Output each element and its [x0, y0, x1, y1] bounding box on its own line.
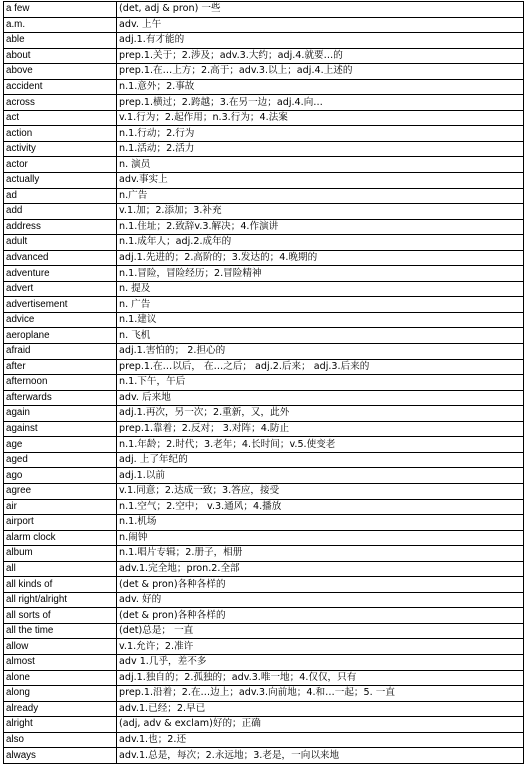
- table-row: [4, 2, 524, 18]
- word-cell: after: [4, 359, 117, 375]
- table-row: [4, 126, 524, 142]
- table-row: [4, 623, 524, 639]
- word-cell: ad: [4, 188, 117, 204]
- definition-cell: n.1.唱片专辑；2.册子，相册: [117, 546, 524, 562]
- table-row: [4, 452, 524, 468]
- definition-cell: adv.1.也；2.还: [117, 732, 524, 748]
- definition-cell: v.1.加；2.添加；3.补充: [117, 204, 524, 220]
- definition-cell: (det & pron)各种各样的: [117, 577, 524, 593]
- table-row: [4, 48, 524, 64]
- definition-cell: prep.1.沿着；2.在…边上；adv.3.向前地；4.和…一起；5. 一直: [117, 686, 524, 702]
- table-row: [4, 483, 524, 499]
- definition-cell: n.广告: [117, 188, 524, 204]
- definition-cell: adj.1.独自的；2.孤独的；adv.3.唯一地；4.仅仅，只有: [117, 670, 524, 686]
- definition-cell: n.1.空气；2.空中； v.3.通风；4.播放: [117, 499, 524, 515]
- definition-cell: adv. 好的: [117, 592, 524, 608]
- table-row: [4, 359, 524, 375]
- definition-cell: prep.1.横过；2.跨越；3.在另一边；adj.4.向…: [117, 95, 524, 111]
- word-cell: allow: [4, 639, 117, 655]
- table-row: [4, 421, 524, 437]
- vocabulary-table-body: [4, 2, 524, 764]
- definition-cell: (det)总是； 一直: [117, 623, 524, 639]
- word-cell: above: [4, 64, 117, 80]
- table-row: [4, 561, 524, 577]
- word-cell: adult: [4, 235, 117, 251]
- table-row: [4, 654, 524, 670]
- definition-cell: (adj, adv & exclam)好的；正确: [117, 717, 524, 733]
- table-row: [4, 592, 524, 608]
- table-row: [4, 281, 524, 297]
- word-cell: all: [4, 561, 117, 577]
- word-cell: already: [4, 701, 117, 717]
- definition-cell: n.1.住址；2.致辞v.3.解决；4.作演讲: [117, 219, 524, 235]
- table-row: [4, 639, 524, 655]
- definition-cell: prep.1.关于；2.涉及；adv.3.大约；adj.4.就要…的: [117, 48, 524, 64]
- word-cell: aeroplane: [4, 328, 117, 344]
- definition-cell: n.1.冒险，冒险经历；2.冒险精神: [117, 266, 524, 282]
- word-cell: along: [4, 686, 117, 702]
- word-cell: alone: [4, 670, 117, 686]
- definition-cell: n. 飞机: [117, 328, 524, 344]
- table-row: [4, 375, 524, 391]
- word-cell: agree: [4, 483, 117, 499]
- table-row: [4, 390, 524, 406]
- table-row: [4, 499, 524, 515]
- definition-cell: prep.1.在…上方；2.高于；adv.3.以上；adj.4.上述的: [117, 64, 524, 80]
- word-cell: activity: [4, 141, 117, 157]
- table-row: [4, 701, 524, 717]
- word-cell: adventure: [4, 266, 117, 282]
- table-row: [4, 297, 524, 313]
- table-row: [4, 33, 524, 49]
- word-cell: advert: [4, 281, 117, 297]
- table-row: [4, 204, 524, 220]
- word-cell: aged: [4, 452, 117, 468]
- definition-cell: n.1.成年人；adj.2.成年的: [117, 235, 524, 251]
- definition-cell: v.1.允许；2.准许: [117, 639, 524, 655]
- definition-cell: adj.1.以前: [117, 468, 524, 484]
- definition-cell: n.1.机场: [117, 515, 524, 531]
- definition-cell: prep.1.在…以后， 在…之后； adj.2.后来； adj.3.后来的: [117, 359, 524, 375]
- definition-cell: n.闹钟: [117, 530, 524, 546]
- word-cell: accident: [4, 79, 117, 95]
- definition-cell: n. 提及: [117, 281, 524, 297]
- word-cell: afternoon: [4, 375, 117, 391]
- word-cell: all right/alright: [4, 592, 117, 608]
- table-row: [4, 344, 524, 360]
- word-cell: air: [4, 499, 117, 515]
- table-row: [4, 546, 524, 562]
- table-row: [4, 530, 524, 546]
- word-cell: advanced: [4, 250, 117, 266]
- word-cell: afraid: [4, 344, 117, 360]
- definition-cell: adv.事实上: [117, 173, 524, 189]
- definition-cell: adv. 后来地: [117, 390, 524, 406]
- definition-cell: adv. 上午: [117, 17, 524, 33]
- definition-cell: n.1.建议: [117, 312, 524, 328]
- definition-cell: adv.1.完全地；pron.2.全部: [117, 561, 524, 577]
- definition-cell: adv.1.已经；2.早已: [117, 701, 524, 717]
- word-cell: able: [4, 33, 117, 49]
- definition-cell: (det, adj & pron) 一些: [117, 2, 524, 18]
- table-row: [4, 748, 524, 764]
- word-cell: advertisement: [4, 297, 117, 313]
- table-row: [4, 250, 524, 266]
- word-cell: airport: [4, 515, 117, 531]
- word-cell: afterwards: [4, 390, 117, 406]
- table-row: [4, 312, 524, 328]
- word-cell: album: [4, 546, 117, 562]
- word-cell: add: [4, 204, 117, 220]
- table-row: [4, 468, 524, 484]
- definition-cell: adj.1.害怕的； 2.担心的: [117, 344, 524, 360]
- table-row: [4, 141, 524, 157]
- word-cell: all the time: [4, 623, 117, 639]
- definition-cell: n. 广告: [117, 297, 524, 313]
- word-cell: also: [4, 732, 117, 748]
- word-cell: a few: [4, 2, 117, 18]
- table-row: [4, 515, 524, 531]
- word-cell: actually: [4, 173, 117, 189]
- word-cell: actor: [4, 157, 117, 173]
- word-cell: against: [4, 421, 117, 437]
- definition-cell: (det & pron)各种各样的: [117, 608, 524, 624]
- word-cell: ago: [4, 468, 117, 484]
- table-row: [4, 437, 524, 453]
- word-cell: alarm clock: [4, 530, 117, 546]
- definition-cell: adj.1.先进的；2.高阶的；3.发达的；4.晚期的: [117, 250, 524, 266]
- word-cell: about: [4, 48, 117, 64]
- table-row: [4, 173, 524, 189]
- table-row: [4, 608, 524, 624]
- definition-cell: prep.1.靠着；2.反对； 3.对阵；4.防止: [117, 421, 524, 437]
- word-cell: action: [4, 126, 117, 142]
- word-cell: almost: [4, 654, 117, 670]
- word-cell: across: [4, 95, 117, 111]
- table-row: [4, 157, 524, 173]
- definition-cell: adj.1.再次，另一次；2.重新，又，此外: [117, 406, 524, 422]
- word-cell: alright: [4, 717, 117, 733]
- definition-cell: n.1.年龄；2.时代；3.老年；4.长时间；v.5.使变老: [117, 437, 524, 453]
- table-row: [4, 406, 524, 422]
- table-row: [4, 110, 524, 126]
- vocabulary-table: [3, 1, 524, 764]
- table-row: [4, 95, 524, 111]
- word-cell: advice: [4, 312, 117, 328]
- table-row: [4, 235, 524, 251]
- definition-cell: v.1.同意；2.达成一致；3.答应，接受: [117, 483, 524, 499]
- definition-cell: adj.1.有才能的: [117, 33, 524, 49]
- word-cell: address: [4, 219, 117, 235]
- definition-cell: adv 1.几乎，差不多: [117, 654, 524, 670]
- table-row: [4, 219, 524, 235]
- definition-cell: n.1.意外；2.事故: [117, 79, 524, 95]
- table-row: [4, 17, 524, 33]
- table-row: [4, 717, 524, 733]
- word-cell: all kinds of: [4, 577, 117, 593]
- word-cell: age: [4, 437, 117, 453]
- definition-cell: adv.1.总是，每次；2.永远地；3.老是，一向以来地: [117, 748, 524, 764]
- table-row: [4, 577, 524, 593]
- definition-cell: n. 演员: [117, 157, 524, 173]
- word-cell: a.m.: [4, 17, 117, 33]
- word-cell: act: [4, 110, 117, 126]
- table-row: [4, 188, 524, 204]
- table-row: [4, 266, 524, 282]
- table-row: [4, 328, 524, 344]
- definition-cell: n.1.活动；2.活力: [117, 141, 524, 157]
- word-cell: all sorts of: [4, 608, 117, 624]
- definition-cell: n.1.行动；2.行为: [117, 126, 524, 142]
- word-cell: again: [4, 406, 117, 422]
- table-row: [4, 686, 524, 702]
- table-row: [4, 670, 524, 686]
- table-row: [4, 732, 524, 748]
- definition-cell: v.1.行为；2.起作用；n.3.行为；4.法案: [117, 110, 524, 126]
- definition-cell: n.1.下午，午后: [117, 375, 524, 391]
- table-row: [4, 64, 524, 80]
- definition-cell: adj. 上了年纪的: [117, 452, 524, 468]
- table-row: [4, 79, 524, 95]
- word-cell: always: [4, 748, 117, 764]
